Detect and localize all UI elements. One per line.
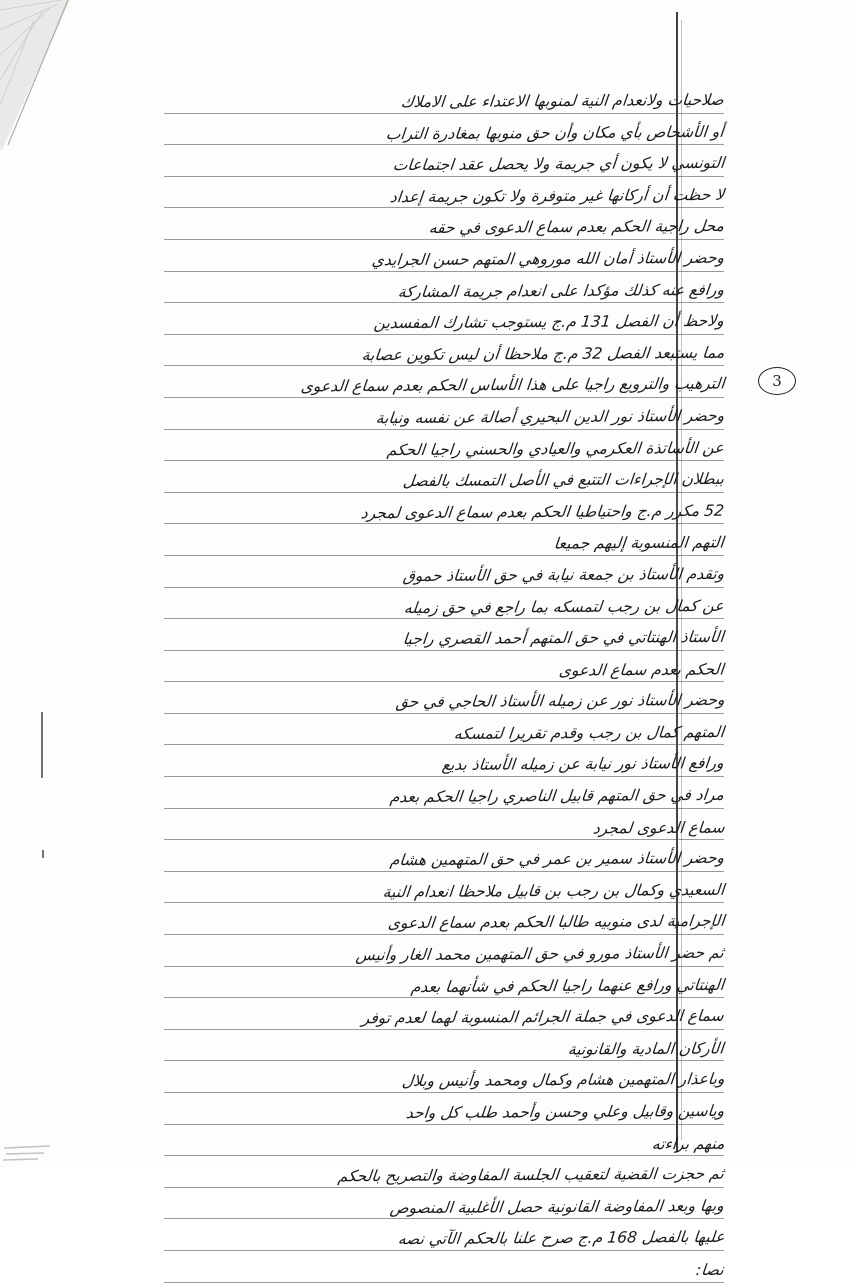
stray-pen-mark — [41, 712, 43, 778]
text-line: مراد في حق المتهم قابيل الناصري راجيا الحكم بعدم — [96, 781, 724, 813]
text-line: وتقدم الأستاذ بن جمعة نيابة في حق الأستاذ حموق — [96, 560, 724, 592]
text-line: ولاحظ أن الفصل 131 م.ج يستوجب تشارك المفسدين — [96, 307, 724, 339]
text-line: الترهيب والترويع راجيا على هذا الأساس الحكم بعدم سماع الدعوى — [96, 370, 724, 402]
text-line: وحضر الأستاذ سمير بن عمر في حق المتهمين هشام — [96, 844, 724, 876]
text-line: وحضر الأستاذ نور الدين البحيري أصالة عن نفسه ونيابة — [96, 402, 724, 434]
text-line: التهم المنسوبة إليهم جميعا — [96, 528, 724, 560]
text-line: وبها وبعد المفاوضة القانونية حصل الأغلبية المنصوص — [96, 1192, 724, 1224]
text-line: مما يستبعد الفصل 32 م.ج ملاحظا أن ليس تكوين عصابة — [96, 339, 724, 371]
faint-stamp-mark — [0, 1140, 60, 1168]
text-line: الأركان المادية والقانونية — [96, 1034, 724, 1066]
text-line: ورافع الأستاذ نور نيابة عن زميله الأستاذ بديع — [96, 749, 724, 781]
text-line: عليها بالفصل 168 م.ج صرح علنا بالحكم الآتي نصه — [96, 1223, 724, 1255]
text-line: عن الأساتذة العكرمي والعيادي والحسني راجيا الحكم — [96, 434, 724, 466]
text-line: المتهم كمال بن رجب وقدم تقريرا لتمسكه — [96, 718, 724, 750]
text-line: سماع الدعوى في جملة الجرائم المنسوبة لهما لعدم توفر — [96, 1002, 724, 1034]
text-line: أو الأشخاص بأي مكان وأن حق منوبها بمغادرة التراب — [96, 118, 724, 150]
text-line: 52 مكرر م.ج واحتياطيا الحكم بعدم سماع الدعوى لمجرد — [96, 497, 724, 529]
text-line: لا حظت أن أركانها غير متوفرة ولا تكون جريمة إعداد — [96, 181, 724, 213]
text-line: ورافع عنه كذلك مؤكدا على انعدام جريمة المشاركة — [96, 276, 724, 308]
page-number: 3 — [758, 367, 796, 395]
text-line: وحضر الأستاذ أمان الله موروهي المتهم حسن الجرايدي — [96, 244, 724, 276]
text-line: السعيدي وكمال بن رجب بن قابيل ملاحظا انعدام النية — [96, 876, 724, 908]
handwritten-text-block — [96, 86, 724, 1287]
text-line: الإجرامية لدى منوبيه طالبا الحكم بعدم سماع الدعوى — [96, 907, 724, 939]
text-line: وباعذار المتهمين هشام وكمال ومحمد وأنيس وبلال — [96, 1065, 724, 1097]
text-line: التونسي لا يكون أي جريمة ولا يحصل عقد اجتماعات — [96, 149, 724, 181]
text-line: محل راجية الحكم بعدم سماع الدعوى في حقه — [96, 212, 724, 244]
text-line: سماع الدعوى لمجرد — [96, 813, 724, 845]
text-line: الحكم بعدم سماع الدعوى — [96, 655, 724, 687]
text-line: الأستاذ الهنتاتي في حق المتهم أحمد القصري راجيا — [96, 623, 724, 655]
text-line: ببطلان الإجراءات التتبع في الأصل التمسك بالفصل — [96, 465, 724, 497]
text-line: وحضر الأستاذ نور عن زميله الأستاذ الحاجي في حق — [96, 686, 724, 718]
stray-pen-mark — [42, 850, 44, 858]
text-line: نصا: — [96, 1255, 724, 1287]
text-line: الهنتاتي ورافع عنهما راجيا الحكم في شأنهما بعدم — [96, 971, 724, 1003]
text-line: منهم براءته — [96, 1129, 724, 1161]
text-line: صلاحيات ولانعدام النية لمنوبها الاعتداء على الاملاك — [96, 86, 724, 118]
text-line: ثم حضر الأستاذ مورو في حق المتهمين محمد الغار وأنيس — [96, 939, 724, 971]
torn-corner-smudge — [0, 0, 70, 150]
text-line: ثم حجزت القضية لتعقيب الجلسة المفاوضة والتصريح بالحكم — [96, 1160, 724, 1192]
text-line: وياسين وقابيل وعلي وحسن وأحمد طلب كل واحد — [96, 1097, 724, 1129]
text-line: عن كمال بن رجب لتمسكه بما راجع في حق زميله — [96, 592, 724, 624]
